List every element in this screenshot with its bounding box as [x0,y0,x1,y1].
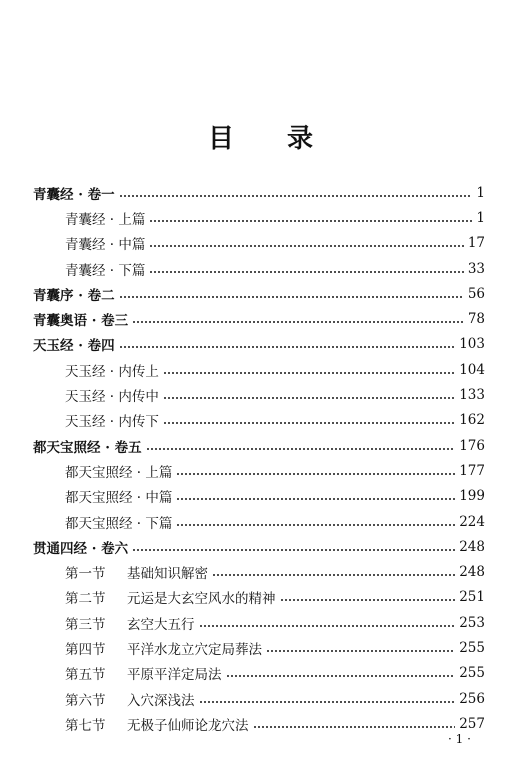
toc-leader-dots [212,574,455,576]
toc-entry [33,281,485,306]
toc-entry [33,686,485,711]
page-number: · 1 · [448,732,471,746]
toc-leader-dots [146,448,456,450]
toc-entry-label: 元运是大玄空风水的精神 [127,591,276,608]
toc-entry-page: 1 [476,209,485,226]
toc-leader-dots [199,625,456,627]
toc-entry-label: 都天宝照经 · 卷五 [33,439,142,456]
toc-leader-dots [253,726,456,728]
toc-entry-label: 无极子仙师论龙穴法 [127,717,249,734]
toc-leader-dots [266,650,455,652]
toc-section-number: 第二节 [65,591,106,608]
toc-entry [33,357,485,382]
toc-entry [33,332,485,357]
toc-entry-page: 177 [459,462,485,479]
toc-entry [33,408,485,433]
toc-entry-page: 256 [459,690,485,707]
toc-entry [33,509,485,534]
toc-entry [33,306,485,331]
toc-leader-dots [176,524,455,526]
toc-entry-label: 青囊经 · 上篇 [65,211,146,228]
toc-leader-dots [226,675,456,677]
toc-entry-page: 133 [459,387,485,404]
toc-entry [33,635,485,660]
toc-entry-label: 平洋水龙立穴定局葬法 [127,641,262,658]
toc-leader-dots [149,220,472,222]
toc-entry [33,180,485,205]
toc-leader-dots [119,346,456,348]
toc-entry-label: 贯通四经 · 卷六 [33,540,129,557]
toc-entry [33,610,485,635]
toc-leader-dots [132,549,455,551]
toc-entry-page: 255 [459,665,485,682]
toc-entry [33,711,485,736]
toc-entry-page: 33 [467,260,485,277]
toc-section-number: 第六节 [65,692,106,709]
toc-entry [33,484,485,509]
toc-entry [33,382,485,407]
toc-entry-page: 248 [459,564,485,581]
toc-entry-page: 224 [459,513,485,530]
toc-entry-page: 78 [467,311,485,328]
toc-entry-page: 103 [459,336,485,353]
toc-entry-page: 17 [467,235,485,252]
toc-entry-label: 平原平洋定局法 [127,667,222,684]
toc-entry-page: 253 [459,614,485,631]
toc-section-number: 第四节 [65,641,106,658]
toc-entry [33,458,485,483]
toc-entry-label: 天玉经 · 内传下 [65,414,159,431]
toc-leader-dots [149,245,463,247]
toc-entry-page: 251 [459,589,485,606]
toc-leader-dots [119,195,473,197]
toc-leader-dots [149,271,463,273]
toc-entry-label: 玄空大五行 [127,616,195,633]
toc-entry-page: 199 [459,488,485,505]
toc-leader-dots [163,397,455,399]
toc-leader-dots [119,296,464,298]
toc-leader-dots [176,473,455,475]
toc-entry-label: 青囊经 · 中篇 [65,237,146,254]
toc-leader-dots [163,372,455,374]
toc-entry-label: 都天宝照经 · 下篇 [65,515,173,532]
toc-entry-page: 56 [467,285,485,302]
toc-leader-dots [132,321,464,323]
toc-section-number: 第五节 [65,667,106,684]
table-of-contents [33,180,485,737]
toc-entry [33,559,485,584]
toc-entry-label: 青囊奥语 · 卷三 [33,313,129,330]
toc-entry [33,433,485,458]
toc-leader-dots [163,422,455,424]
toc-entry-page: 248 [459,538,485,555]
toc-entry-page: 104 [459,361,485,378]
toc-entry-label: 基础知识解密 [127,566,208,583]
toc-section-number: 第七节 [65,717,106,734]
toc-entry-label: 都天宝照经 · 中篇 [65,490,173,507]
toc-section-number: 第三节 [65,616,106,633]
page-title: 目 录 [207,124,336,154]
toc-entry [33,256,485,281]
toc-entry-label: 青囊序 · 卷二 [33,287,115,304]
toc-entry-page: 1 [476,184,485,201]
toc-entry [33,205,485,230]
toc-entry-label: 天玉经 · 内传上 [65,363,159,380]
toc-leader-dots [199,701,456,703]
toc-leader-dots [176,498,455,500]
toc-entry-label: 青囊经 · 卷一 [33,186,115,203]
toc-entry [33,585,485,610]
toc-leader-dots [280,599,456,601]
toc-entry-page: 257 [459,715,485,732]
toc-entry-page: 176 [459,437,485,454]
toc-entry-label: 都天宝照经 · 上篇 [65,464,173,481]
toc-entry-label: 天玉经 · 内传中 [65,389,159,406]
toc-entry-label: 天玉经 · 卷四 [33,338,115,355]
toc-entry-label: 入穴深浅法 [127,692,195,709]
toc-entry [33,231,485,256]
toc-entry-label: 青囊经 · 下篇 [65,262,146,279]
toc-entry-page: 162 [459,412,485,429]
toc-entry-page: 255 [459,639,485,656]
toc-entry [33,534,485,559]
toc-section-number: 第一节 [65,566,106,583]
toc-entry [33,661,485,686]
